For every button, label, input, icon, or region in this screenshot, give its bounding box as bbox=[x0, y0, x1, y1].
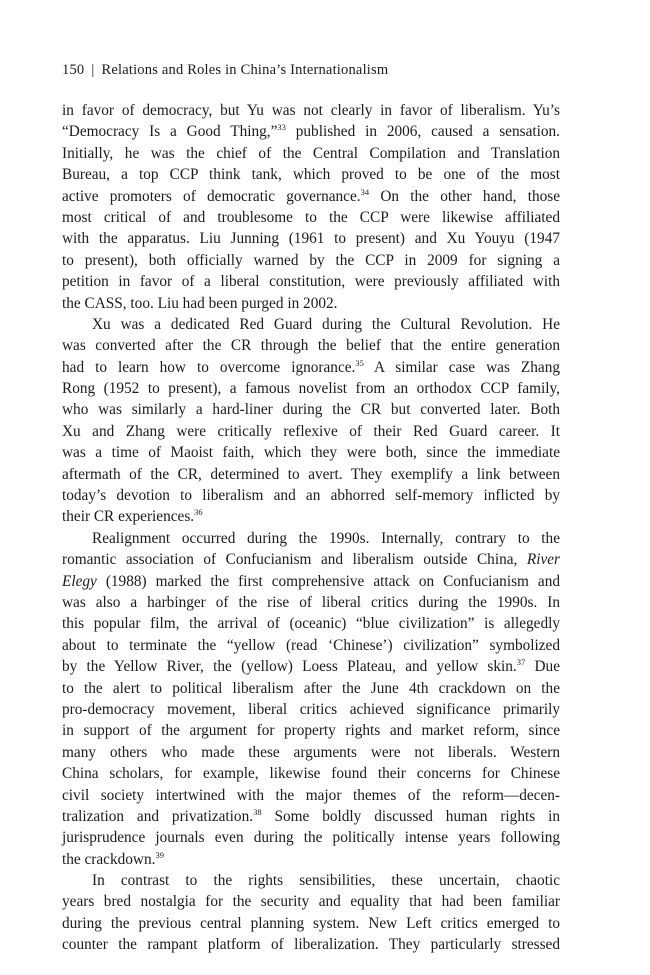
text-run: (1988) marked the first comprehensive attack on Confucianism and bbox=[96, 572, 560, 590]
text-run: romantic association of Confucianism and liberalism outside China, bbox=[62, 551, 527, 569]
text-line bbox=[62, 442, 560, 463]
text-run: “Democracy Is a Good Thing,” bbox=[62, 123, 278, 141]
text-line bbox=[62, 121, 560, 142]
text-run: in support of the argument for property rights and market reform, since bbox=[62, 722, 560, 740]
text-line bbox=[62, 293, 560, 314]
italic-title: Elegy bbox=[62, 572, 97, 590]
text-line bbox=[62, 464, 560, 485]
text-line bbox=[62, 250, 560, 271]
text-run: Initially, he was the chief of the Central Compilation and Translation bbox=[62, 144, 560, 162]
text-line bbox=[62, 485, 560, 506]
text-run: On the other hand, those bbox=[369, 187, 560, 205]
text-run: years bred nostalgia for the security and equality that had been familiar bbox=[62, 893, 560, 911]
chapter-title: Relations and Roles in China’s Internationalism bbox=[101, 62, 389, 78]
text-run: was a time of Maoist faith, which they were both, since the immediate bbox=[62, 444, 560, 462]
text-line bbox=[62, 849, 560, 870]
text-run: was also a harbinger of the rise of liberal critics during the 1990s. In bbox=[62, 593, 560, 611]
text-run: counter the rampant platform of liberalization. They particularly stressed bbox=[62, 936, 560, 954]
footnote-marker: 39 bbox=[155, 849, 164, 860]
text-line bbox=[62, 613, 560, 634]
text-run: who was similarly a hard-liner during the CR but converted later. Both bbox=[62, 401, 560, 419]
text-line bbox=[62, 164, 560, 185]
text-line bbox=[62, 271, 560, 292]
text-run: pro-democracy movement, liberal critics achieved significance primarily bbox=[62, 700, 560, 718]
text-run: Realignment occurred during the 1990s. Internally, contrary to the bbox=[92, 529, 560, 547]
text-line bbox=[62, 186, 560, 207]
text-line bbox=[62, 785, 560, 806]
footnote-marker: 36 bbox=[194, 507, 203, 518]
text-line bbox=[62, 357, 560, 378]
text-run: during the previous central planning system. New Left critics emerged to bbox=[62, 914, 560, 932]
italic-title: River bbox=[526, 551, 560, 569]
text-run: tralization and privatization. bbox=[62, 807, 254, 825]
text-run: was converted after the CR through the belief that the entire generation bbox=[62, 337, 560, 355]
footnote-marker: 34 bbox=[360, 186, 370, 197]
header-separator: | bbox=[91, 62, 95, 78]
text-line bbox=[62, 656, 560, 677]
text-line bbox=[62, 207, 560, 228]
text-run: active promoters of democratic governance. bbox=[62, 187, 361, 205]
text-line bbox=[62, 506, 560, 527]
text-run: Rong (1952 to present), a famous novelist from an orthodox CCP family, bbox=[62, 380, 560, 398]
text-line bbox=[62, 378, 560, 399]
footnote-marker: 33 bbox=[277, 122, 286, 133]
text-run: in favor of democracy, but Yu was not clearly in favor of liberalism. Yu’s bbox=[62, 102, 560, 119]
page-number: 150 bbox=[62, 62, 85, 78]
text-run: by the Yellow River, the (yellow) Loess Plateau, and yellow skin. bbox=[62, 658, 517, 676]
text-line bbox=[62, 720, 560, 741]
text-line bbox=[62, 763, 560, 784]
text-run: China scholars, for example, likewise found their concerns for Chinese bbox=[62, 765, 560, 783]
text-run: had to learn how to overcome ignorance. bbox=[62, 358, 356, 376]
text-line bbox=[62, 228, 560, 249]
text-run: to present), both officially warned by the CCP in 2009 for signing a bbox=[62, 251, 560, 269]
text-run: with the apparatus. Liu Junning (1961 to present) and Xu Youyu (1947 bbox=[62, 230, 560, 248]
text-line bbox=[62, 399, 560, 420]
text-run: petition in favor of a liberal constitution, were previously affiliated with bbox=[62, 273, 560, 291]
text-line bbox=[62, 100, 560, 121]
text-run: Due bbox=[525, 658, 560, 676]
text-run: about to terminate the “yellow (read ‘Chinese’) civilization” symbolized bbox=[62, 636, 560, 654]
text-line bbox=[62, 699, 560, 720]
text-line bbox=[62, 806, 560, 827]
footnote-marker: 38 bbox=[253, 806, 262, 817]
text-run: most critical of and troublesome to the CCP were likewise affiliated bbox=[62, 208, 560, 226]
text-run: Xu and Zhang were critically reflexive of their Red Guard career. It bbox=[62, 422, 560, 440]
text-run: Some boldly discussed human rights in bbox=[261, 807, 560, 825]
text-line bbox=[62, 934, 560, 955]
text-line bbox=[62, 678, 560, 699]
text-run: A similar case was Zhang bbox=[363, 358, 560, 376]
text-run: civil society intertwined with the major themes of the reform—decen- bbox=[62, 786, 560, 804]
text-line bbox=[62, 335, 560, 356]
text-line bbox=[62, 742, 560, 763]
text-line bbox=[62, 592, 560, 613]
text-run: the CASS, too. Liu had been purged in 2002. bbox=[62, 294, 338, 312]
text-run: many others who made these arguments were not liberals. Western bbox=[62, 743, 560, 761]
text-line bbox=[62, 528, 560, 549]
text-run: Bureau, a top CCP think tank, which proved to be one of the most bbox=[62, 166, 560, 184]
text-line bbox=[62, 913, 560, 934]
text-run: today’s devotion to liberalism and an abhorred self-memory inflicted by bbox=[62, 487, 560, 505]
text-line bbox=[62, 571, 560, 592]
text-run: Xu was a dedicated Red Guard during the Cultural Revolution. He bbox=[92, 315, 560, 333]
text-line bbox=[62, 143, 560, 164]
body-text bbox=[62, 100, 560, 956]
text-line bbox=[62, 891, 560, 912]
text-run: jurisprudence journals even during the politically intense years following bbox=[62, 829, 560, 847]
text-run: this popular film, the arrival of (oceanic) “blue civilization” is allegedly bbox=[62, 615, 560, 633]
text-line bbox=[62, 421, 560, 442]
running-header bbox=[62, 62, 388, 79]
text-line bbox=[62, 870, 560, 891]
footnote-marker: 35 bbox=[355, 357, 364, 368]
text-line bbox=[62, 635, 560, 656]
text-run: published in 2006, caused a sensation. bbox=[285, 123, 560, 141]
text-run: their CR experiences. bbox=[62, 508, 195, 526]
text-line bbox=[62, 549, 560, 570]
text-run: aftermath of the CR, determined to avert. They exemplify a link between bbox=[62, 465, 560, 483]
text-line bbox=[62, 314, 560, 335]
text-line bbox=[62, 827, 560, 848]
text-run: the crackdown. bbox=[62, 850, 156, 868]
text-run: In contrast to the rights sensibilities, these uncertain, chaotic bbox=[92, 872, 560, 890]
text-run: to the alert to political liberalism after the June 4th crackdown on the bbox=[62, 679, 560, 697]
footnote-marker: 37 bbox=[516, 657, 526, 668]
